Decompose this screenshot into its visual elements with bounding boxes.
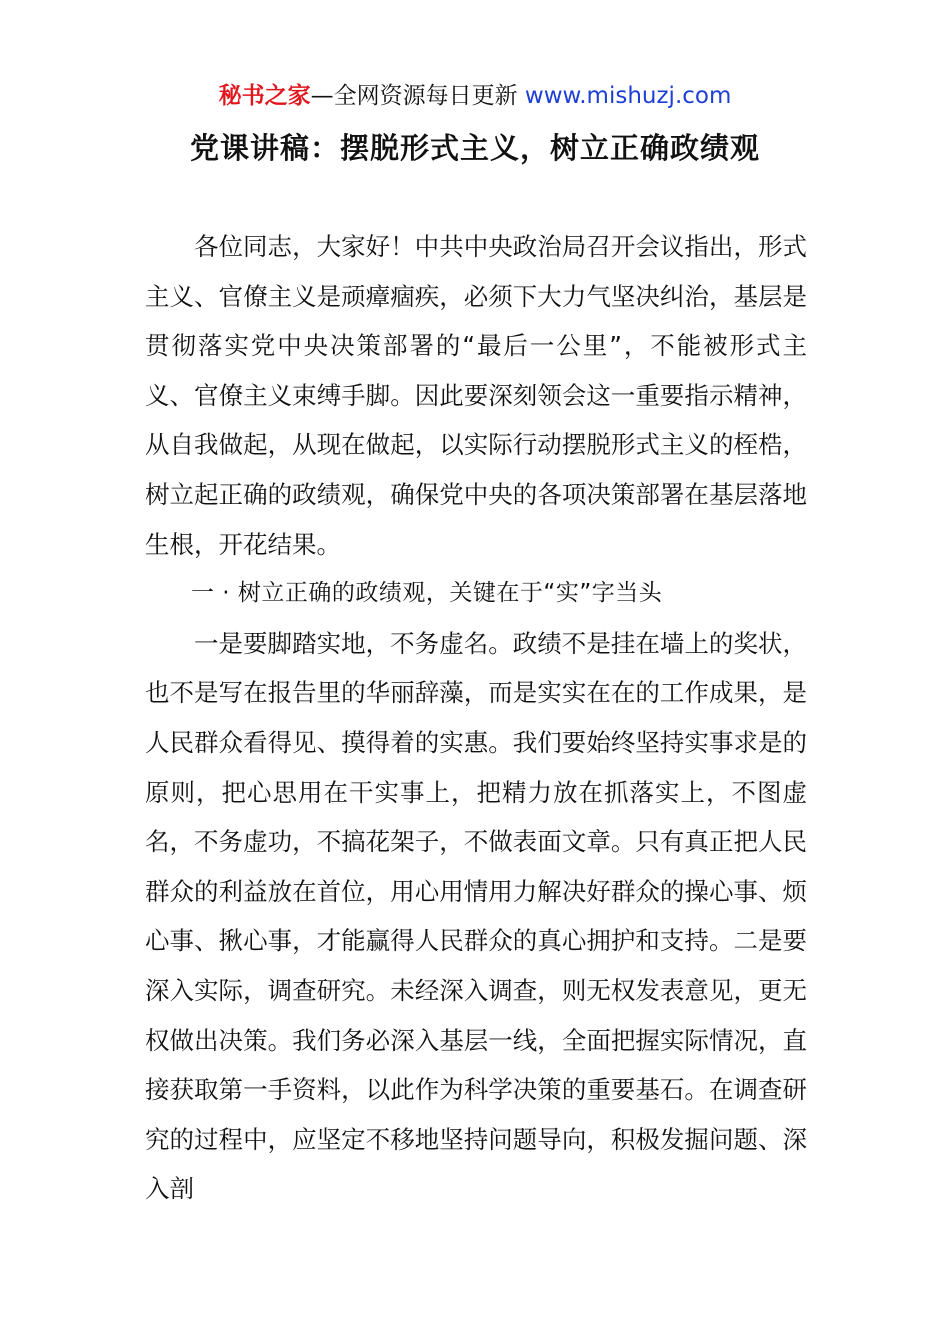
- document-body: [145, 222, 807, 1214]
- document-title: 党课讲稿：摆脱形式主义，树立正确政绩观: [189, 131, 760, 165]
- site-header: [0, 80, 950, 112]
- paragraph-section-1: 一是要脚踏实地，不务虚名。政绩不是挂在墙上的奖状，也不是写在报告里的华丽辞藻，而是实实在在的工作成果，是人民群众看得见、摸得着的实惠。我们要始终坚持实事求是的原则，把心思用在干实事上，把精力放在抓落实上，不图虚名，不务虚功，不搞花架子，不做表面文章。只有真正把人民群众的利益放在首位，用心用情用力解决好群众的操心事、烦心事、揪心事，才能赢得人民群众的真心拥护和支持。二是要深入实际，调查研究。未经深入调查，则无权发表意见，更无权做出决策。我们务必深入基层一线，全面把握实际情况，直接获取第一手资料，以此作为科学决策的重要基石。在调查研究的过程中，应坚定不移地坚持问题导向，积极发掘问题、深入剖: [145, 628, 807, 1204]
- section-heading-1: 一 · 树立正确的政绩观，关键在于“实”字当头: [191, 580, 663, 607]
- brand-name: 秘书之家: [218, 83, 311, 109]
- header-slogan: —全网资源每日更新: [310, 83, 525, 109]
- site-url-link[interactable]: www.mishuzj.com: [524, 83, 732, 109]
- paragraph-intro: 各位同志，大家好！中共中央政治局召开会议指出，形式主义、官僚主义是顽瘴痼疾，必须下大力气坚决纠治，基层是贯彻落实党中央决策部署的“最后一公里”，不能被形式主义、官僚主义束缚手脚。因此要深刻领会这一重要指示精神，从自我做起，从现在做起，以实际行动摆脱形式主义的桎梏，树立起正确的政绩观，确保党中央的各项决策部署在基层落地生根，开花结果。: [145, 232, 807, 559]
